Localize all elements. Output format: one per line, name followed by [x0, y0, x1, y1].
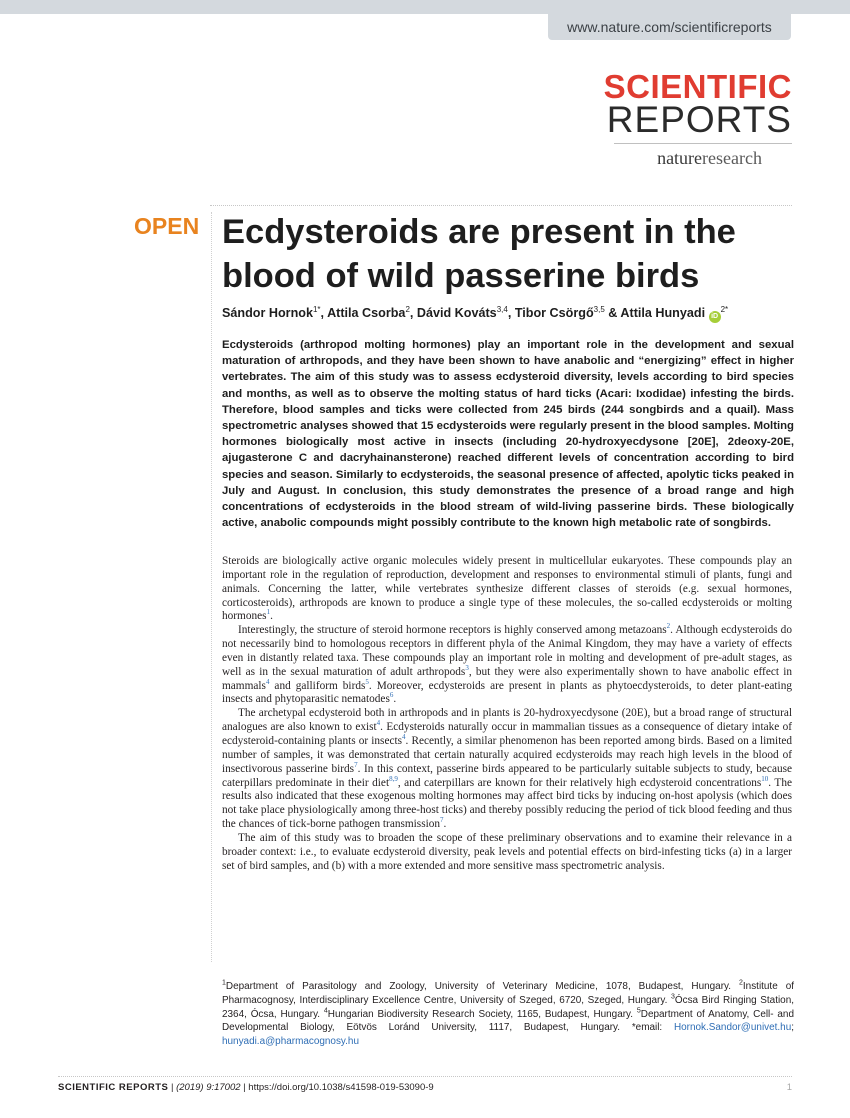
author[interactable]: Tibor Csörgő [514, 306, 594, 320]
orcid-icon[interactable]: iD [709, 311, 721, 323]
margin-divider [211, 212, 212, 962]
article-title: Ecdysteroids are present in the blood of wild passerine birds [222, 213, 736, 295]
citation-link[interactable]: 10 [761, 774, 769, 783]
author-list: Sándor Hornok$^{1*}$, Attila Csorba$^2$, Dávid Kováts$^{3,4}$, Tibor Csörgő$^{3,5}$ & Attila Hunyadi $iD^{2*}$ [222, 306, 792, 323]
body-paragraph: Interestingly, the structure of steroid hormone receptors is highly conserved among metazoans$^2$. Although ecdysteroids do not necessarily bind to homologous receptors in different phyla of the Animal Kingdom, they may have a variety of effects even in distantly related taxa. These compounds play an important role in molting and development of pre-adult stages, as well as in the sexual maturation of adult arthropods$^3$, but they were also experimentally shown to have anabolic effect in mammals$^4$ and galliform birds$^5$. Moreover, ecdysteroids are present in plants as phytoecdysteroids, to deter plant-eating insects and phytoparasitic nematodes$^6$. [222, 622, 792, 706]
abstract: Ecdysteroids (arthropod molting hormones) play an important role in the development and sexual maturation of arthropods, and they have been shown to have anabolic and “energizing” effect in higher vertebrates. The aim of this study was to assess ecdysteroid diversity, levels according to bird species and months, as well as to observe the molting status of hard ticks (Acari: Ixodidae) infesting the birds. Therefore, blood samples and ticks were collected from 245 birds (244 songbirds and a quail). Mass spectrometric analyses showed that 15 ecdysteroids were regularly present in the blood samples. Molting hormones biologically most active in insects (including 20-hydroxyecdysone [20E], 2deoxy-20E, ajugasterone C and dacryhainansterone) reached different levels of concentration according to bird species and season. Similarly to ecdysteroids, the seasonal presence of affected, apolytic ticks peaked in July and August. In conclusion, this study demonstrates the presence of a broad range and high concentrations of ecdysteroids in the blood stream of wild-living passerine birds. These biologically active, anabolic compounds might possibly contribute to the known high metabolic rate of songbirds. [222, 339, 794, 530]
affiliations: $^1$Department of Parasitology and Zoology, University of Veterinary Medicine, 1078, Budapest, Hungary. $^2$Institute of Pharmacognosy, Interdisciplinary Excellence Centre, University of Szeged, 6720, Szeged, Hungary. $^3$Ócsa Bird Ringing Station, 2364, Ócsa, Hungary. $^4$Hungarian Biodiversity Research Society, 1165, Budapest, Hungary. $^5$Department of Anatomy, Cell- and Developmental Biology, Eötvös Loránd University, 1117, Budapest, Hungary. *email: Hornok.Sandor@univet.hu; hunyadi.a@pharmacognosy.hu [222, 979, 794, 1048]
footer-divider [58, 1076, 792, 1077]
citation-link[interactable]: 5 [365, 677, 369, 686]
author[interactable]: Attila Csorba [327, 306, 406, 320]
article-body [222, 555, 792, 873]
email-link[interactable]: hunyadi.a@pharmacognosy.hu [222, 1036, 359, 1048]
body-paragraph: The aim of this study was to broaden the scope of these preliminary observations and to examine their relevance in a broader context: i.e., to evaluate ecdysteroid diversity, peak levels and potential effects on bird-infesting ticks (a) in a larger set of bird samples, and (b) with a more extended and more sensitive mass spectrometric analysis. [222, 831, 792, 872]
citation-link[interactable]: 4 [376, 719, 381, 728]
citation-link[interactable]: 4 [265, 677, 270, 686]
citation-link[interactable]: 6 [389, 691, 394, 700]
citation-link[interactable]: 4 [402, 733, 406, 742]
journal-logo-reports: REPORTS [606, 99, 792, 140]
logo-divider [614, 143, 792, 144]
page-footer: SCIENTIFIC REPORTS | (2019) 9:17002 | https://doi.org/10.1038/s41598-019-53090-9 1 [58, 1080, 792, 1096]
footer-citation: (2019) 9:17002 [176, 1082, 241, 1093]
citation-link[interactable]: 7 [440, 816, 444, 825]
footer-journal: SCIENTIFIC REPORTS [58, 1082, 169, 1093]
email-link[interactable]: Hornok.Sandor@univet.hu [673, 1022, 792, 1034]
page-number: 1 [786, 1082, 792, 1093]
journal-url[interactable]: www.nature.com/scientificreports [548, 14, 791, 40]
citation-link[interactable]: 7 [354, 760, 358, 769]
header-divider [210, 205, 792, 206]
email-label: *email: [631, 1022, 674, 1034]
citation-link[interactable]: 8,9 [389, 774, 398, 783]
citation-link[interactable]: 2 [666, 622, 671, 631]
citation-link[interactable]: 3 [465, 663, 469, 672]
author[interactable]: Attila Hunyadi [620, 306, 706, 320]
body-paragraph: The archetypal ecdysteroid both in arthropods and in plants is 20-hydroxyecdysone (20E), but a broad range of structural analogues are also known to exist$^4$. Ecdysteroids naturally occur in mammalian tissues as a consequence of dietary intake of ecdysteroid-containing plants or insects$^4$. Recently, a similar phenomenon has been reported among birds. Based on a limited number of samples, it was demonstrated that certain naturally acquired ecdysteroids may reach high levels in the blood of insectivorous passerine birds$^7$. In this context, passerine birds appeared to be particularly suitable subjects to study, because caterpillars predominate in their diet$^{8,9}$, and caterpillars are known for their relatively high ecdysteroid concentrations$^{10}$. The results also indicated that these exogenous molting hormones may affect bird ticks by inducing on-host apolysis (which does not take place physiologically among three-host ticks) and thereby possibly reducing the period of tick blood feeding and thus the chances of tick-borne pathogen transmission$^7$. [222, 707, 793, 831]
footer-doi[interactable]: | https://doi.org/10.1038/s41598-019-53090-9 [240, 1082, 434, 1093]
top-banner [0, 0, 850, 14]
author[interactable]: Dávid Kováts [416, 306, 497, 320]
journal-logo-scientific: SCIENTIFIC [603, 68, 792, 105]
open-access-label: OPEN [134, 213, 200, 239]
citation-link[interactable]: 1 [266, 608, 271, 617]
author[interactable]: Sándor Hornok [222, 306, 313, 320]
body-paragraph: Steroids are biologically active organic molecules widely present in multicellular eukaryotes. These compounds play an important role in the regulation of reproduction, development and responses to environmental stimuli of plants, fungi and animals. Concerning the latter, while vertebrates synthesize different classes of steroids (e.g. sexual hormones, corticosteroids), arthropods are known to produce a single type of these molecules, the so-called ecdysteroids or molting hormones$^1$. [222, 555, 792, 623]
publisher-logo: natureresearch [657, 148, 762, 168]
